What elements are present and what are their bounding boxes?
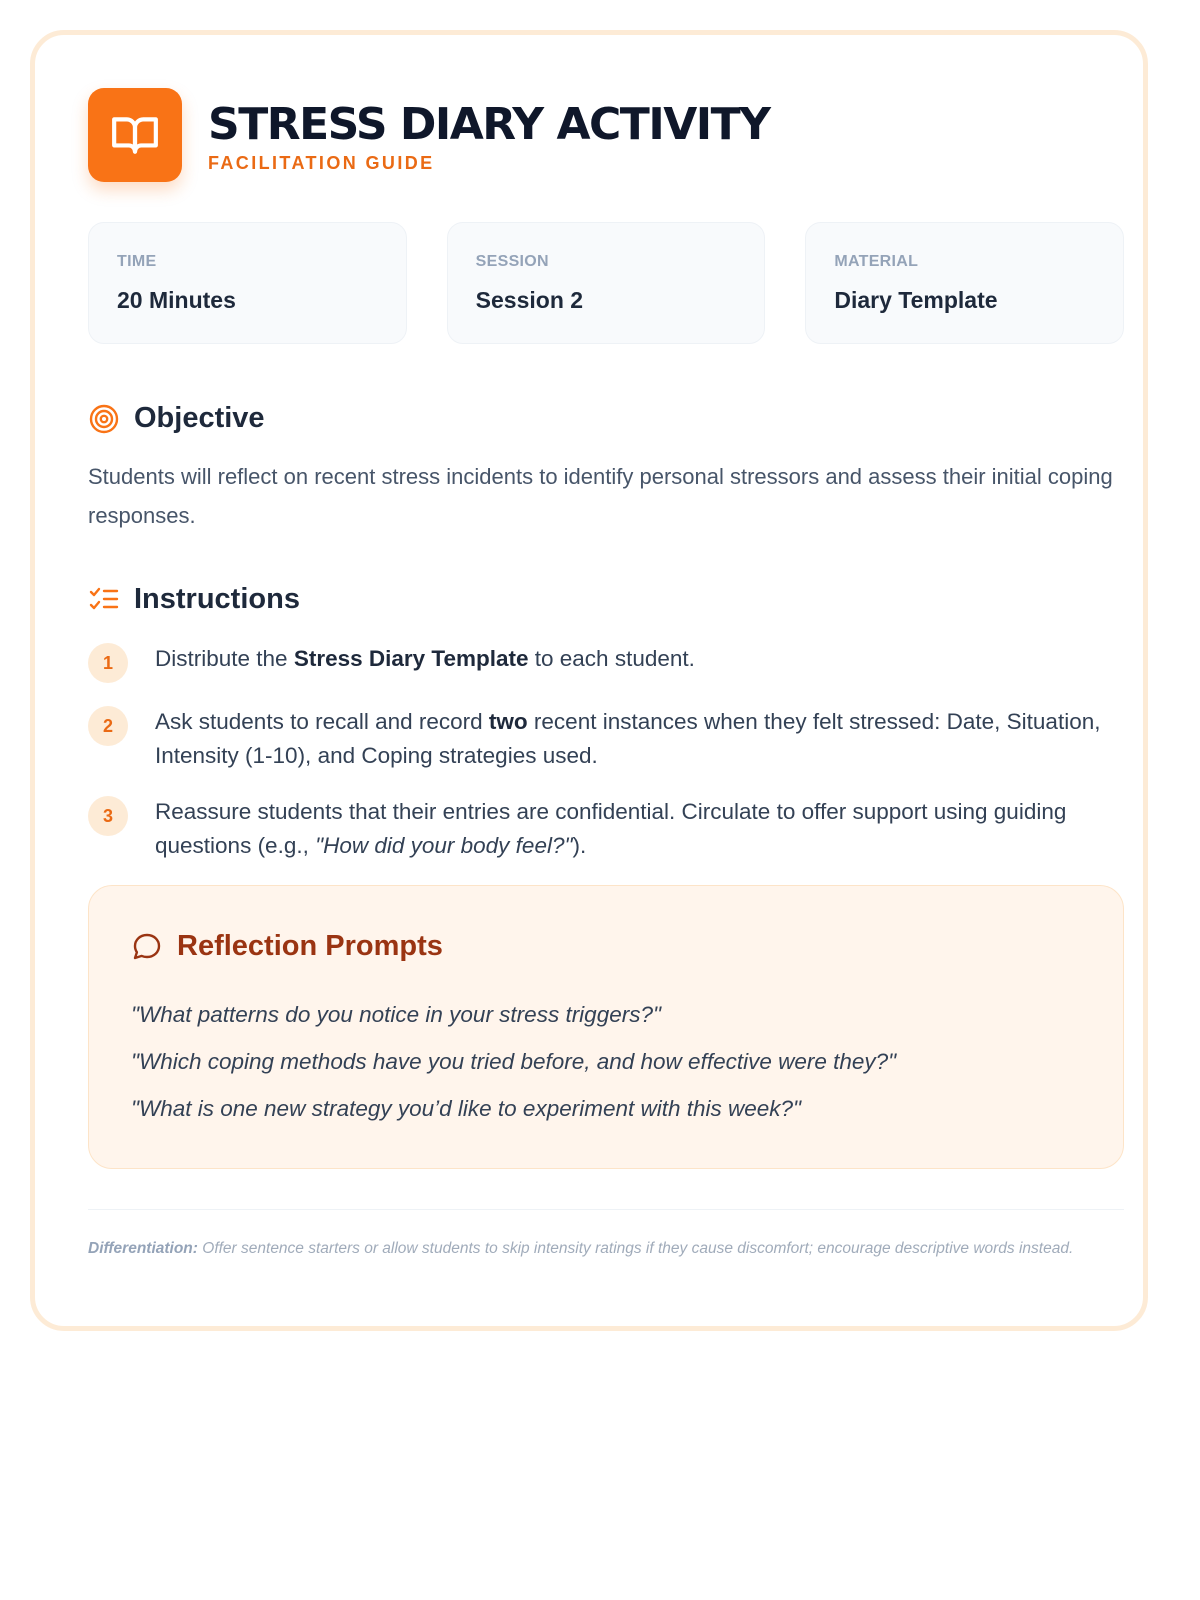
- step-text-part: Distribute the: [155, 646, 294, 671]
- meta-label: MATERIAL: [834, 253, 919, 270]
- meta-value: 20 Minutes: [117, 287, 236, 313]
- meta-row: [88, 222, 1124, 344]
- step-text-part: to each student.: [528, 646, 695, 671]
- step-text-bold: two: [488, 709, 528, 734]
- meta-label: TIME: [117, 253, 157, 270]
- activity-card: [30, 30, 1148, 1331]
- objective-title: Objective: [134, 402, 265, 434]
- title-block: [208, 97, 770, 174]
- meta-time: [88, 222, 407, 344]
- step-number: 3: [88, 796, 128, 836]
- step-text-italic: "How did your body feel?": [315, 833, 573, 858]
- divider: [88, 1209, 1124, 1210]
- steps-list: [88, 642, 1124, 863]
- step-text: [155, 795, 1115, 863]
- step-text: [155, 705, 1115, 773]
- checklist-icon: [88, 584, 120, 616]
- step-text-part: Ask students to recall and record: [155, 709, 489, 734]
- list-item: "Which coping methods have you tried before, and how effective were they?": [131, 1049, 897, 1074]
- meta-session: [447, 222, 766, 344]
- step-text-part: ).: [572, 833, 587, 858]
- note-label: Differentiation:: [88, 1240, 198, 1257]
- speech-bubble-icon: [131, 931, 163, 963]
- page-subtitle: FACILITATION GUIDE: [208, 152, 435, 173]
- reflection-box: [88, 885, 1124, 1169]
- step-number: 1: [88, 643, 128, 683]
- step-text: [155, 642, 1115, 676]
- instructions-heading: [88, 583, 1124, 616]
- reflection-heading: [131, 930, 1081, 963]
- header: [88, 88, 1124, 182]
- target-icon: [88, 403, 120, 435]
- prompt-list: [131, 991, 1081, 1132]
- list-item: [88, 642, 1124, 683]
- instructions-title: Instructions: [134, 583, 300, 615]
- page-title: STRESS DIARY ACTIVITY: [208, 98, 770, 150]
- card-content: [88, 88, 1124, 1261]
- objective-heading: [88, 402, 1124, 435]
- meta-label: SESSION: [475, 253, 549, 270]
- list-item: "What is one new strategy you’d like to experiment with this week?": [131, 1096, 802, 1121]
- list-item: [88, 705, 1124, 773]
- note-text: Offer sentence starters or allow students to skip intensity ratings if they cause discomfort; encourage descriptive words instead.: [197, 1240, 1074, 1257]
- open-book-icon: [110, 110, 160, 160]
- list-item: [88, 795, 1124, 863]
- logo: [88, 88, 182, 182]
- meta-value: Diary Template: [834, 287, 998, 313]
- step-number: 2: [88, 706, 128, 746]
- step-text-bold: Stress Diary Template: [293, 646, 529, 671]
- meta-value: Session 2: [475, 287, 584, 313]
- differentiation-note: [88, 1236, 1124, 1261]
- reflection-title: Reflection Prompts: [177, 930, 443, 962]
- step-text-part: recent instances when they felt stressed: Date, Situation, Intensity (1-10), and Coping strategies used.: [155, 709, 1101, 768]
- objective-text: Students will reflect on recent stress incidents to identify personal stressors and assess their initial coping responses.: [88, 464, 1113, 528]
- list-item: "What patterns do you notice in your stress triggers?": [131, 1002, 661, 1027]
- meta-material: [805, 222, 1124, 344]
- step-text-part: Reassure students that their entries are confidential. Circulate to offer support using guiding questions (e.g.,: [155, 799, 1067, 858]
